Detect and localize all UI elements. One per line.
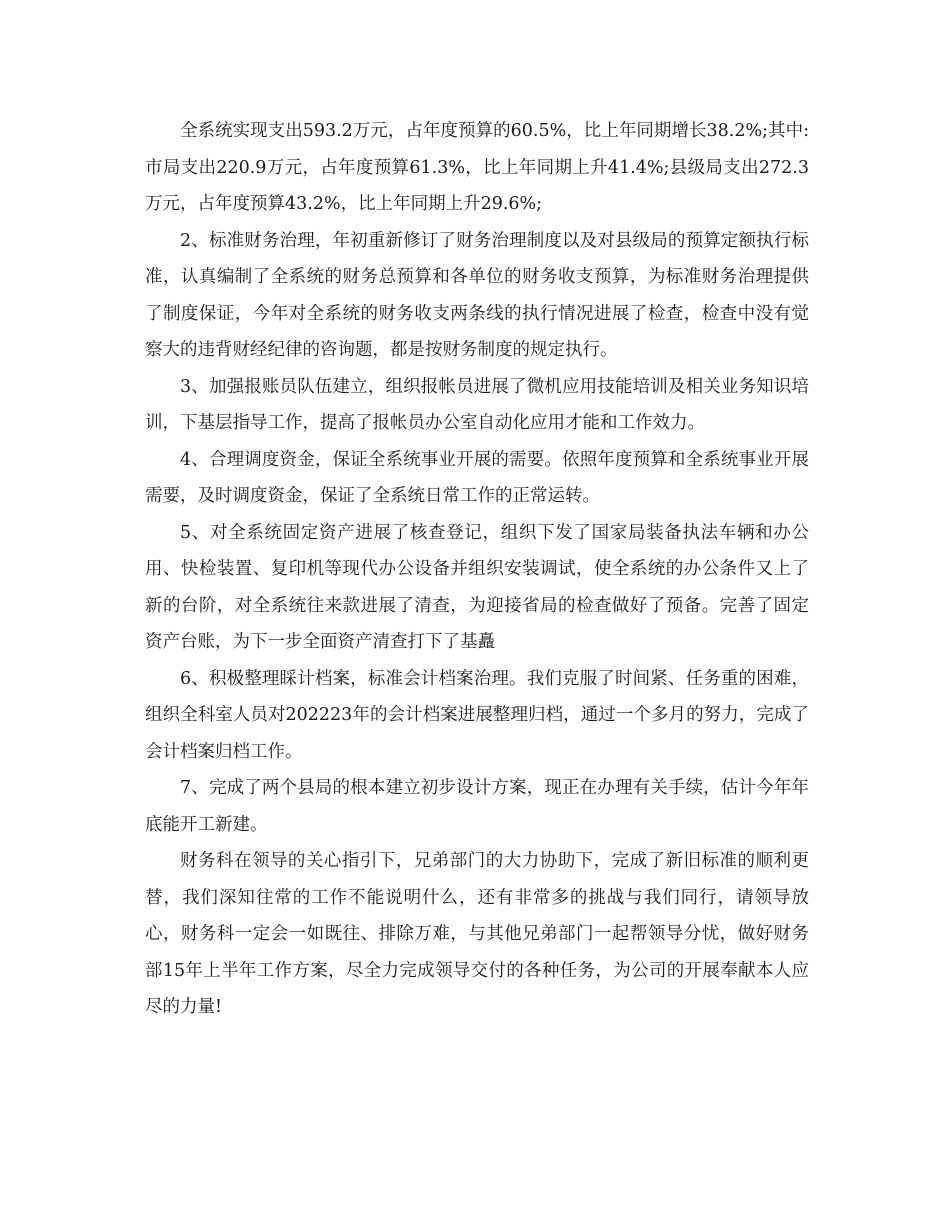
- paragraph-item-4: 4、合理调度资金，保证全系统事业开展的需要。依照年度预算和全系统事业开展需要，及时调度资金，保证了全系统日常工作的正常运转。: [145, 449, 809, 506]
- paragraph-item-6: 6、积极整理睬计档案，标准会计档案治理。我们克服了时间紧、任务重的困难，组织全科室人员对202223年的会计档案进展整理归档，通过一个多月的努力，完成了会计档案归档工作。: [145, 668, 809, 762]
- paragraph-item-5: 5、对全系统固定资产进展了核查登记，组织下发了国家局装备执法车辆和办公用、快检装置、复印机等现代办公设备并组织安装调试，使全系统的办公条件又上了新的台阶，对全系统往来款进展了清查，为迎接省局的检查做好了预备。完善了固定资产台账，为下一步全面资产清查打下了基矗: [145, 522, 809, 652]
- paragraph-conclusion: 财务科在领导的关心指引下，兄弟部门的大力协助下，完成了新旧标准的顺利更替，我们深知往常的工作不能说明什么，还有非常多的挑战与我们同行，请领导放心，财务科一定会一如既往、排除万难，与其他兄弟部门一起帮领导分忧，做好财务部15年上半年工作方案，尽全力完成领导交付的各种任务，为公司的开展奉献本人应尽的力量!: [145, 851, 809, 1017]
- paragraph-item-3: 3、加强报账员队伍建立，组织报帐员进展了微机应用技能培训及相关业务知识培训，下基层指导工作，提高了报帐员办公室自动化应用才能和工作效力。: [145, 376, 809, 433]
- document-body: [145, 113, 809, 1026]
- paragraph-item-7: 7、完成了两个县局的根本建立初步设计方案，现正在办理有关手续，估计今年年底能开工新建。: [145, 778, 809, 835]
- paragraph-expenditure-summary: 全系统实现支出593.2万元，占年度预算的60.5%，比上年同期增长38.2%;其中:市局支出220.9万元，占年度预算61.3%，比上年同期上升41.4%;县级局支出272.3万元，占年度预算43.2%，比上年同期上升29.6%;: [145, 121, 809, 214]
- paragraph-item-2: 2、标准财务治理，年初重新修订了财务治理制度以及对县级局的预算定额执行标准，认真编制了全系统的财务总预算和各单位的财务收支预算，为标准财务治理提供了制度保证，今年对全系统的财务收支两条线的执行情况进展了检查，检查中没有觉察大的违背财经纪律的咨询题，都是按财务制度的规定执行。: [145, 230, 809, 360]
